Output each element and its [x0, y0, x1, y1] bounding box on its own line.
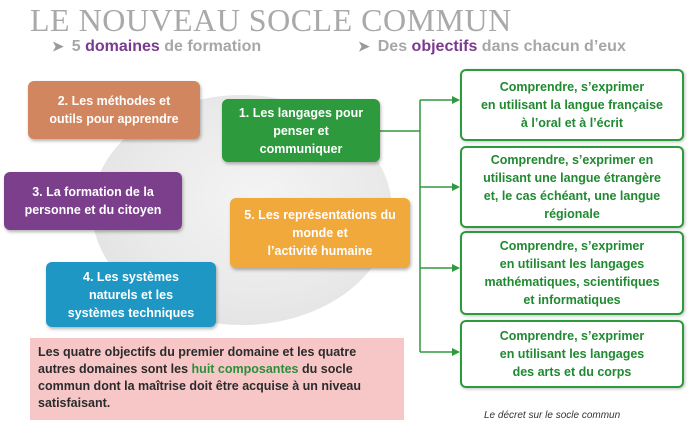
- subtitle-domains-count: 5: [71, 38, 81, 55]
- arrowhead-icon: [452, 264, 460, 272]
- summary-note-text-end: du socle commun dont la maîtrise doit être acquise à un niveau satisfaisant.: [38, 362, 361, 410]
- page-title: LE NOUVEAU SOCLE COMMUN: [30, 2, 512, 38]
- objective-2-box: [460, 146, 684, 228]
- objective-4-line: Comprendre, s’exprimer: [499, 329, 645, 343]
- domain-4-line: naturels et les: [88, 287, 174, 302]
- domain-5-line: 5. Les représentations du: [244, 208, 396, 222]
- objective-4-box: [460, 320, 684, 388]
- objective-2-line: utilisant une langue étrangère: [483, 171, 661, 185]
- domain-1-box: [222, 99, 380, 162]
- objective-2-line: régionale: [544, 207, 600, 221]
- subtitle-domains-suffix: de formation: [164, 38, 262, 55]
- objective-3-line: et informatiques: [523, 293, 621, 307]
- subtitle-objectives-suffix: dans chacun d’eux: [481, 38, 626, 55]
- objective-3-line: Comprendre, s’exprimer: [499, 239, 645, 253]
- subtitle-objectives-prefix: Des: [377, 38, 408, 55]
- domain-2-line: outils pour apprendre: [49, 112, 179, 126]
- source-caption: Le décret sur le socle commun: [484, 410, 621, 421]
- objective-1-line: en utilisant la langue française: [480, 98, 663, 112]
- summary-note: [30, 338, 404, 420]
- objective-3-line: en utilisant les langages: [499, 257, 645, 271]
- objective-1-box: [460, 69, 684, 141]
- objective-3-box: [460, 231, 684, 315]
- arrowhead-icon: [452, 348, 460, 356]
- domain-3-line: personne et du citoyen: [24, 203, 162, 217]
- domain-4-line: 4. Les systèmes: [83, 269, 179, 284]
- objective-1-line: à l’oral et à l’écrit: [520, 116, 624, 130]
- domain-5-line: monde et: [292, 226, 348, 240]
- domain-3-box: [4, 172, 182, 230]
- objective-4-line: en utilisant les langages: [499, 347, 645, 361]
- domain-1-line: communiquer: [259, 141, 343, 156]
- domain-4-box: [46, 262, 216, 327]
- objective-2-line: Comprendre, s’exprimer en: [490, 153, 654, 167]
- objective-1-line: Comprendre, s’exprimer: [499, 80, 645, 94]
- domain-4-line: systèmes techniques: [67, 305, 195, 320]
- arrowhead-icon: [452, 183, 460, 191]
- arrow-bullet-icon: ➤: [52, 38, 64, 54]
- subtitle-objectives-highlight: objectifs: [411, 38, 478, 55]
- objective-4-line: des arts et du corps: [512, 365, 632, 379]
- summary-note-highlight: huit composantes: [191, 362, 299, 376]
- arrow-bullet-icon: ➤: [358, 38, 370, 54]
- objective-3-line: mathématiques, scientifiques: [484, 275, 660, 289]
- domain-1-line: penser et: [273, 123, 329, 138]
- domain-3-line: 3. La formation de la: [32, 185, 154, 199]
- domain-1-line: 1. Les langages pour: [238, 105, 364, 120]
- domain-2-line: 2. Les méthodes et: [57, 94, 171, 108]
- summary-note-text: Les quatre objectifs du premier domaine et les quatre autres domaines sont les: [38, 345, 357, 376]
- arrowhead-icon: [452, 96, 460, 104]
- domain-5-box: [230, 198, 410, 268]
- domain-2-box: [28, 81, 200, 139]
- domain-5-line: l’activité humaine: [267, 244, 373, 258]
- objective-2-line: et, le cas échéant, une langue: [483, 189, 661, 203]
- subtitle-domains-highlight: domaines: [85, 38, 160, 55]
